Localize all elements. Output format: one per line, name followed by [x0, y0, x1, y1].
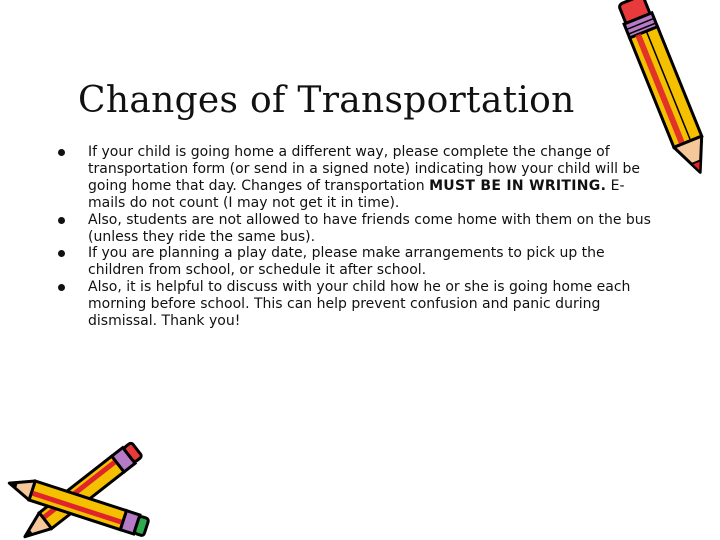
- bullet-item: [58, 212, 658, 246]
- bullet-icon: [58, 250, 65, 257]
- bullet-icon: [58, 284, 65, 291]
- bullet-list: [58, 144, 658, 330]
- bullet-icon: [58, 217, 65, 224]
- bullet-icon: [58, 149, 65, 156]
- pencil-icon: [610, 0, 720, 190]
- bullet-item: [58, 144, 658, 212]
- slide-title: Changes of Transportation: [78, 80, 575, 121]
- bullet-item: [58, 279, 658, 330]
- bullet-text: Also, it is helpful to discuss with your child how he or she is going home each morning before school. This can help prevent confusion and panic during dismissal. Thank you!: [88, 279, 631, 330]
- bullet-item: [58, 245, 658, 279]
- bullet-text-before: If your child is going home a different way, please complete the change of transportation form (or send in a signed note) indicating how your child will be going home that day. Changes of transportation: [88, 144, 640, 194]
- crossed-pencils-icon: [0, 430, 160, 540]
- bullet-emphasis: MUST BE IN WRITING.: [429, 177, 607, 194]
- bullet-text: Also, students are not allowed to have friends come home with them on the bus (unless they ride the same bus).: [88, 211, 651, 245]
- bullet-text-after: E-mails do not count (I may not get it in time).: [88, 177, 625, 211]
- bullet-text: If you are planning a play date, please make arrangements to pick up the children from school, or schedule it after school.: [88, 245, 605, 279]
